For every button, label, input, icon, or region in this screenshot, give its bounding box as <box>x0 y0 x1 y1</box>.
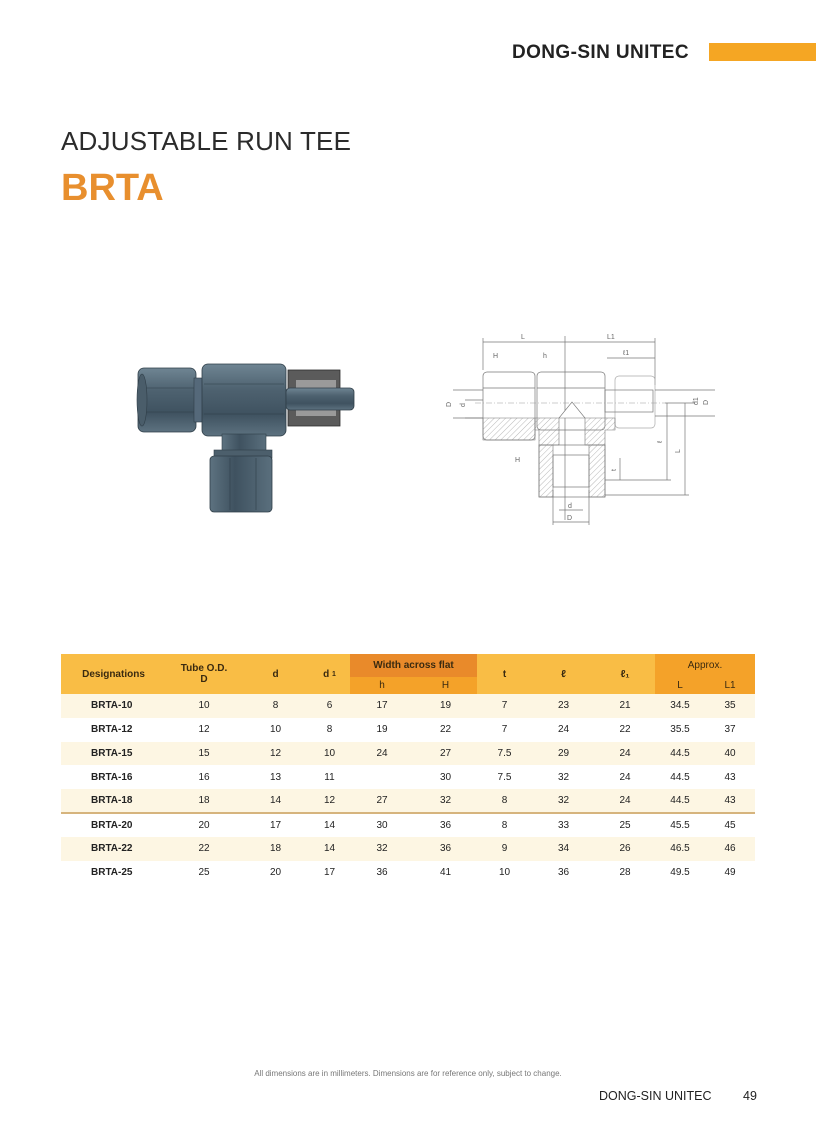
cell-L1: 49 <box>705 861 755 885</box>
cell-H: 19 <box>414 694 477 718</box>
cell-L1: 43 <box>705 789 755 813</box>
cell-t: 7.5 <box>477 742 532 766</box>
header-d1-label: d <box>323 668 330 680</box>
header-designations: Designations <box>61 654 166 694</box>
cell-H: 30 <box>414 765 477 789</box>
cell-l1: 24 <box>595 742 655 766</box>
technical-drawing <box>435 330 725 530</box>
cell-d: 10 <box>242 718 309 742</box>
dim-label-H-bottom: H <box>515 457 521 464</box>
cell-l: 32 <box>532 789 595 813</box>
cell-H: 36 <box>414 837 477 861</box>
cell-t: 8 <box>477 813 532 837</box>
cell-designation: BRTA-10 <box>61 694 166 718</box>
cell-d: 18 <box>242 837 309 861</box>
product-photo <box>130 350 360 515</box>
cell-l1: 22 <box>595 718 655 742</box>
cell-L1: 45 <box>705 813 755 837</box>
cell-d1: 14 <box>309 837 350 861</box>
table-row <box>61 765 755 789</box>
cell-L: 44.5 <box>655 789 705 813</box>
cell-D: 18 <box>166 789 242 813</box>
cell-h: 36 <box>350 861 414 885</box>
cell-L: 46.5 <box>655 837 705 861</box>
cell-d: 12 <box>242 742 309 766</box>
cell-D: 22 <box>166 837 242 861</box>
dim-label-D-right: D <box>703 399 710 405</box>
cell-H: 22 <box>414 718 477 742</box>
cell-d1: 12 <box>309 789 350 813</box>
cell-l1: 25 <box>595 813 655 837</box>
dim-label-h: h <box>543 353 547 360</box>
cell-l1: 24 <box>595 789 655 813</box>
cell-d1: 17 <box>309 861 350 885</box>
dim-label-L: L <box>521 334 525 341</box>
cell-D: 20 <box>166 813 242 837</box>
cell-designation: BRTA-25 <box>61 861 166 885</box>
table-row <box>61 718 755 742</box>
cell-l: 24 <box>532 718 595 742</box>
cell-t: 7.5 <box>477 765 532 789</box>
table-row <box>61 789 755 813</box>
table-row <box>61 861 755 885</box>
cell-d: 20 <box>242 861 309 885</box>
dim-label-D-left: D <box>446 401 453 407</box>
dim-label-t: t <box>611 469 618 471</box>
cell-l1: 26 <box>595 837 655 861</box>
cell-l1: 28 <box>595 861 655 885</box>
product-code: BRTA <box>61 167 164 209</box>
cell-l: 34 <box>532 837 595 861</box>
dim-label-H-top: H <box>493 353 499 360</box>
cell-L: 44.5 <box>655 742 705 766</box>
header-H: H <box>414 677 477 694</box>
cell-l1: 24 <box>595 765 655 789</box>
cell-L1: 37 <box>705 718 755 742</box>
cell-D: 12 <box>166 718 242 742</box>
cell-designation: BRTA-18 <box>61 789 166 813</box>
dim-label-L-right: L <box>675 449 682 453</box>
table-row <box>61 694 755 718</box>
cell-D: 16 <box>166 765 242 789</box>
cell-h: 32 <box>350 837 414 861</box>
cell-D: 25 <box>166 861 242 885</box>
header-t: t <box>477 654 532 694</box>
header-d1-subscript: 1 <box>331 670 336 678</box>
dim-label-D-bottom: D <box>567 515 573 522</box>
cell-L: 44.5 <box>655 765 705 789</box>
cell-h: 30 <box>350 813 414 837</box>
cell-L1: 40 <box>705 742 755 766</box>
cell-t: 10 <box>477 861 532 885</box>
cell-d: 17 <box>242 813 309 837</box>
header-d1 <box>309 654 350 694</box>
cell-t: 7 <box>477 718 532 742</box>
cell-L: 34.5 <box>655 694 705 718</box>
cell-t: 9 <box>477 837 532 861</box>
brand-header <box>0 38 816 68</box>
cell-L: 45.5 <box>655 813 705 837</box>
cell-d1: 14 <box>309 813 350 837</box>
cell-l: 32 <box>532 765 595 789</box>
cell-h: 24 <box>350 742 414 766</box>
cell-h: 19 <box>350 718 414 742</box>
page-number: 49 <box>743 1089 757 1103</box>
cell-H: 36 <box>414 813 477 837</box>
cell-designation: BRTA-20 <box>61 813 166 837</box>
cell-H: 41 <box>414 861 477 885</box>
header-d: d <box>242 654 309 694</box>
cell-l1: 21 <box>595 694 655 718</box>
table-row <box>61 813 755 837</box>
dim-label-l: ℓ <box>657 440 664 443</box>
header-width-across-flat: Width across flat <box>350 654 477 677</box>
cell-designation: BRTA-12 <box>61 718 166 742</box>
cell-h <box>350 765 414 789</box>
cell-designation: BRTA-22 <box>61 837 166 861</box>
cell-d1: 11 <box>309 765 350 789</box>
cell-D: 15 <box>166 742 242 766</box>
cell-l: 36 <box>532 861 595 885</box>
cell-designation: BRTA-15 <box>61 742 166 766</box>
header-l: ℓ <box>532 654 595 694</box>
cell-d: 13 <box>242 765 309 789</box>
table-row <box>61 742 755 766</box>
cell-h: 17 <box>350 694 414 718</box>
footer-brand: DONG-SIN UNITEC <box>599 1089 712 1103</box>
cell-d1: 8 <box>309 718 350 742</box>
dimensions-footnote: All dimensions are in millimeters. Dimensions are for reference only, subject to change. <box>254 1069 562 1078</box>
header-h: h <box>350 677 414 694</box>
header-L: L <box>655 677 705 694</box>
cell-l: 23 <box>532 694 595 718</box>
cell-L: 49.5 <box>655 861 705 885</box>
header-tube-od-label: Tube O.D. <box>180 663 228 674</box>
cell-d: 14 <box>242 789 309 813</box>
header-tube-od <box>166 654 242 694</box>
dim-label-d-left: d <box>460 403 467 407</box>
header-tube-od-symbol: D <box>200 674 208 685</box>
cell-d1: 6 <box>309 694 350 718</box>
dim-label-l1: ℓ1 <box>623 350 630 357</box>
cell-designation: BRTA-16 <box>61 765 166 789</box>
product-name: ADJUSTABLE RUN TEE <box>61 126 352 156</box>
dim-label-L1: L1 <box>607 334 615 341</box>
cell-d1: 10 <box>309 742 350 766</box>
dim-label-d-bottom: d <box>568 503 572 510</box>
specifications-table <box>61 654 755 884</box>
header-L1: L1 <box>705 677 755 694</box>
dim-label-d1: d1 <box>693 397 700 405</box>
brand-name: DONG-SIN UNITEC <box>512 42 689 63</box>
brand-accent-bar <box>709 43 816 61</box>
cell-h: 27 <box>350 789 414 813</box>
table-row <box>61 837 755 861</box>
cell-t: 8 <box>477 789 532 813</box>
cell-D: 10 <box>166 694 242 718</box>
cell-L1: 35 <box>705 694 755 718</box>
cell-H: 27 <box>414 742 477 766</box>
header-l1: ℓ₁ <box>595 654 655 694</box>
cell-L: 35.5 <box>655 718 705 742</box>
cell-L1: 43 <box>705 765 755 789</box>
cell-l: 33 <box>532 813 595 837</box>
header-approx: Approx. <box>655 654 755 677</box>
cell-H: 32 <box>414 789 477 813</box>
cell-d: 8 <box>242 694 309 718</box>
cell-t: 7 <box>477 694 532 718</box>
cell-L1: 46 <box>705 837 755 861</box>
cell-l: 29 <box>532 742 595 766</box>
